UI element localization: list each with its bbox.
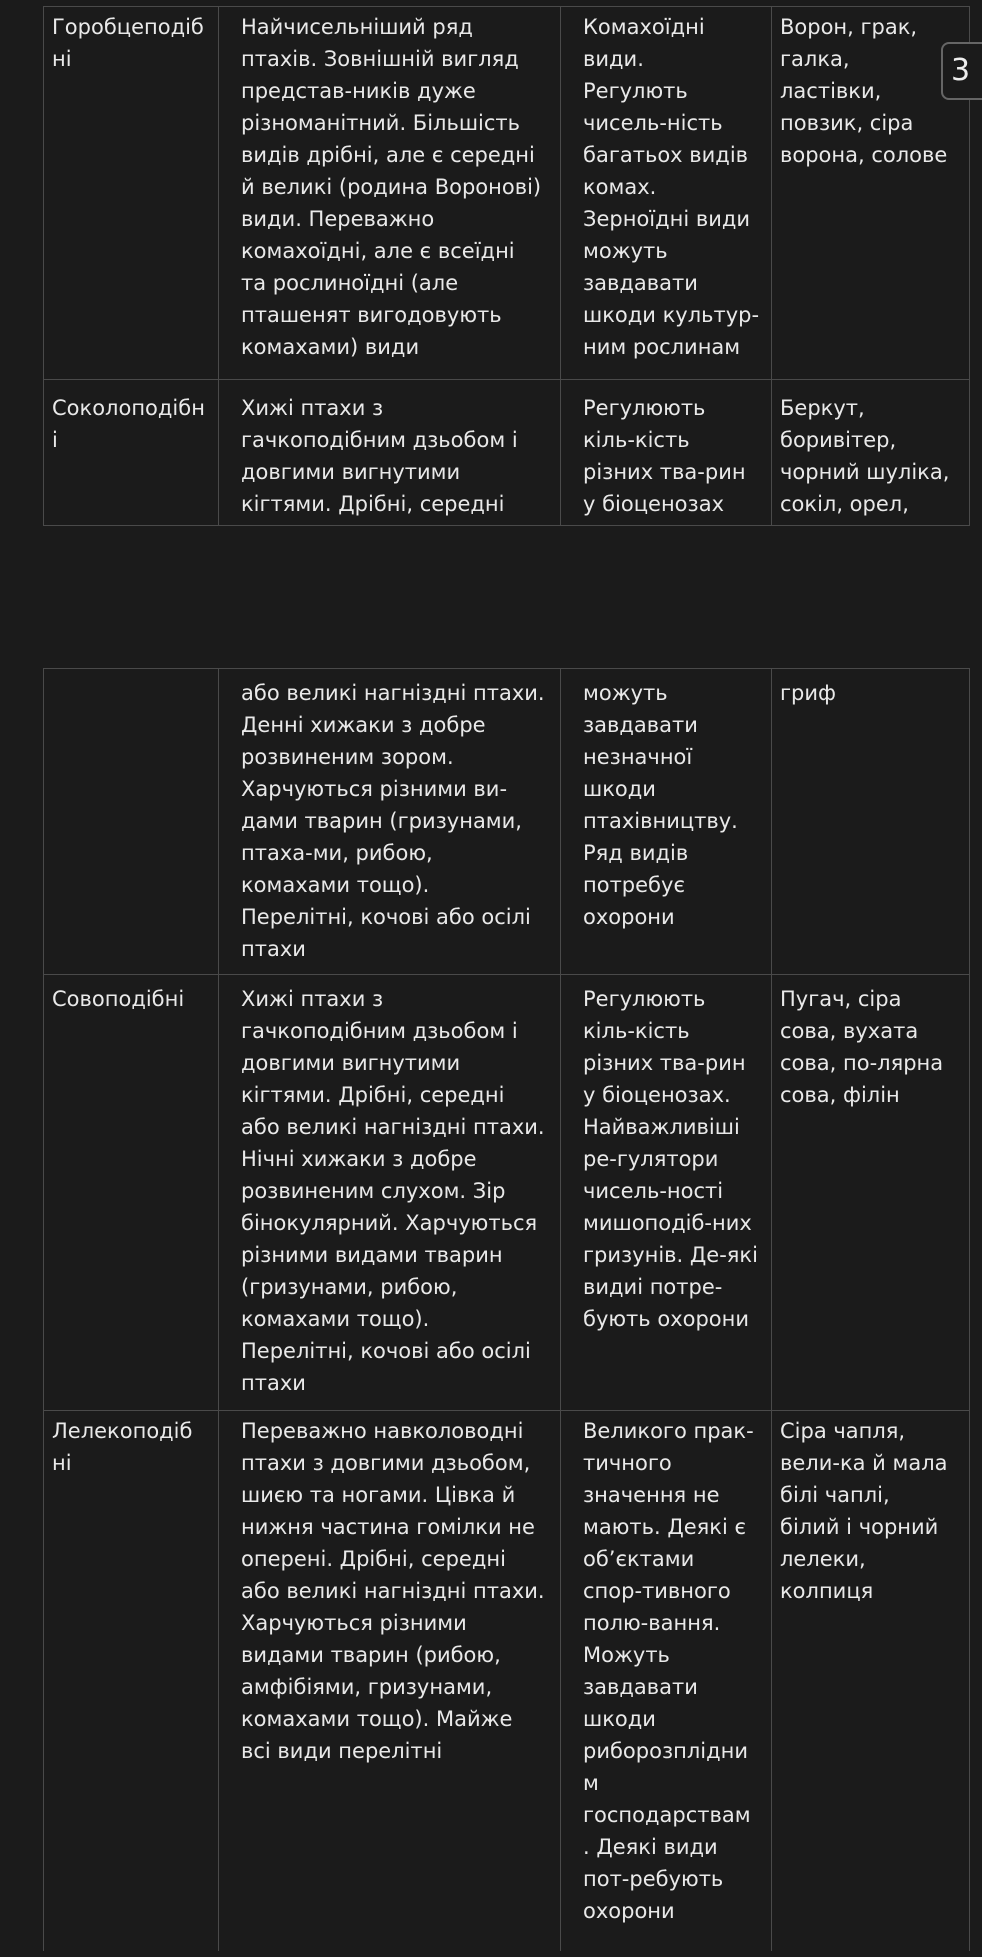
order-cell [44,669,219,975]
significance-cell: Регулюють кіль-кість різних тва-рин у біоценозах. Найважливіші ре-гулятори чисель-ності мишоподіб-них гризунів. Де-які видиі потре- бують охорони [561,975,772,1411]
table-row [44,975,970,1411]
description-cell: Найчисельніший ряд птахів. Зовнішній вигляд представ-ників дуже різноманітний. Більшість видів дрібні, але є середні й великі (родина Воронові) види. Переважно комахоїдні, але є всеїдні та рослиноїдні (але пташенят вигодовують комахами) види [219,7,561,380]
significance-cell: Великого прак- тичного значення не мають. Деякі є об’єктами спор-тивного полю-вання. Можуть завдавати шкоди риборозплідни м господарствам . Деякі види пот-ребують охорони [561,1411,772,1952]
order-cell: Лелекоподіб ні [44,1411,219,1952]
table-row [44,380,970,526]
representatives-cell: Ворон, грак, галка, ластівки, повзик, сіра ворона, солове [772,7,970,380]
order-cell: Горобцеподіб ні [44,7,219,380]
representatives-cell: гриф [772,669,970,975]
order-cell: Соколоподібн і [44,380,219,526]
representatives-cell: Сіра чапля, вели-ка й мала білі чаплі, білий і чорний лелеки, колпиця [772,1411,970,1952]
birds-table-part-2 [43,668,970,1951]
table-row [44,1411,970,1952]
page-number-badge: 3 [941,42,982,100]
birds-table-part-1 [43,6,970,526]
description-cell: Переважно навколоводні птахи з довгими дзьобом, шиєю та ногами. Цівка й нижня частина гомілки не оперені. Дрібні, середні або великі нагніздні птахи. Харчуються різними видами тварин (рибою, амфібіями, гризунами, комахами тощо). Майже всі види перелітні [219,1411,561,1952]
description-cell: або великі нагніздні птахи. Денні хижаки з добре розвиненим зором. Харчуються різними ви- дами тварин (гризунами, птаха-ми, рибою, комахами тощо). Перелітні, кочові або осілі птахи [219,669,561,975]
significance-cell: Комахоїдні види. Регулють чисель-ність багатьох видів комах. Зерноїдні види можуть завдавати шкоди культур- ним рослинам [561,7,772,380]
representatives-cell: Беркут, боривітер, чорний шуліка, сокіл, орел, [772,380,970,526]
significance-cell: можуть завдавати незначної шкоди птахівництву. Ряд видів потребує охорони [561,669,772,975]
representatives-cell: Пугач, сіра сова, вухата сова, по-лярна сова, філін [772,975,970,1411]
order-cell: Совоподібні [44,975,219,1411]
significance-cell: Регулюють кіль-кість різних тва-рин у біоценозах [561,380,772,526]
description-cell: Хижі птахи з гачкоподібним дзьобом і довгими вигнутими кігтями. Дрібні, середні або великі нагніздні птахи. Нічні хижаки з добре розвиненим слухом. Зір бінокулярний. Харчуються різними видами тварин (гризунами, рибою, комахами тощо). Перелітні, кочові або осілі птахи [219,975,561,1411]
table-row [44,7,970,380]
table-row [44,669,970,975]
description-cell: Хижі птахи з гачкоподібним дзьобом і довгими вигнутими кігтями. Дрібні, середні [219,380,561,526]
